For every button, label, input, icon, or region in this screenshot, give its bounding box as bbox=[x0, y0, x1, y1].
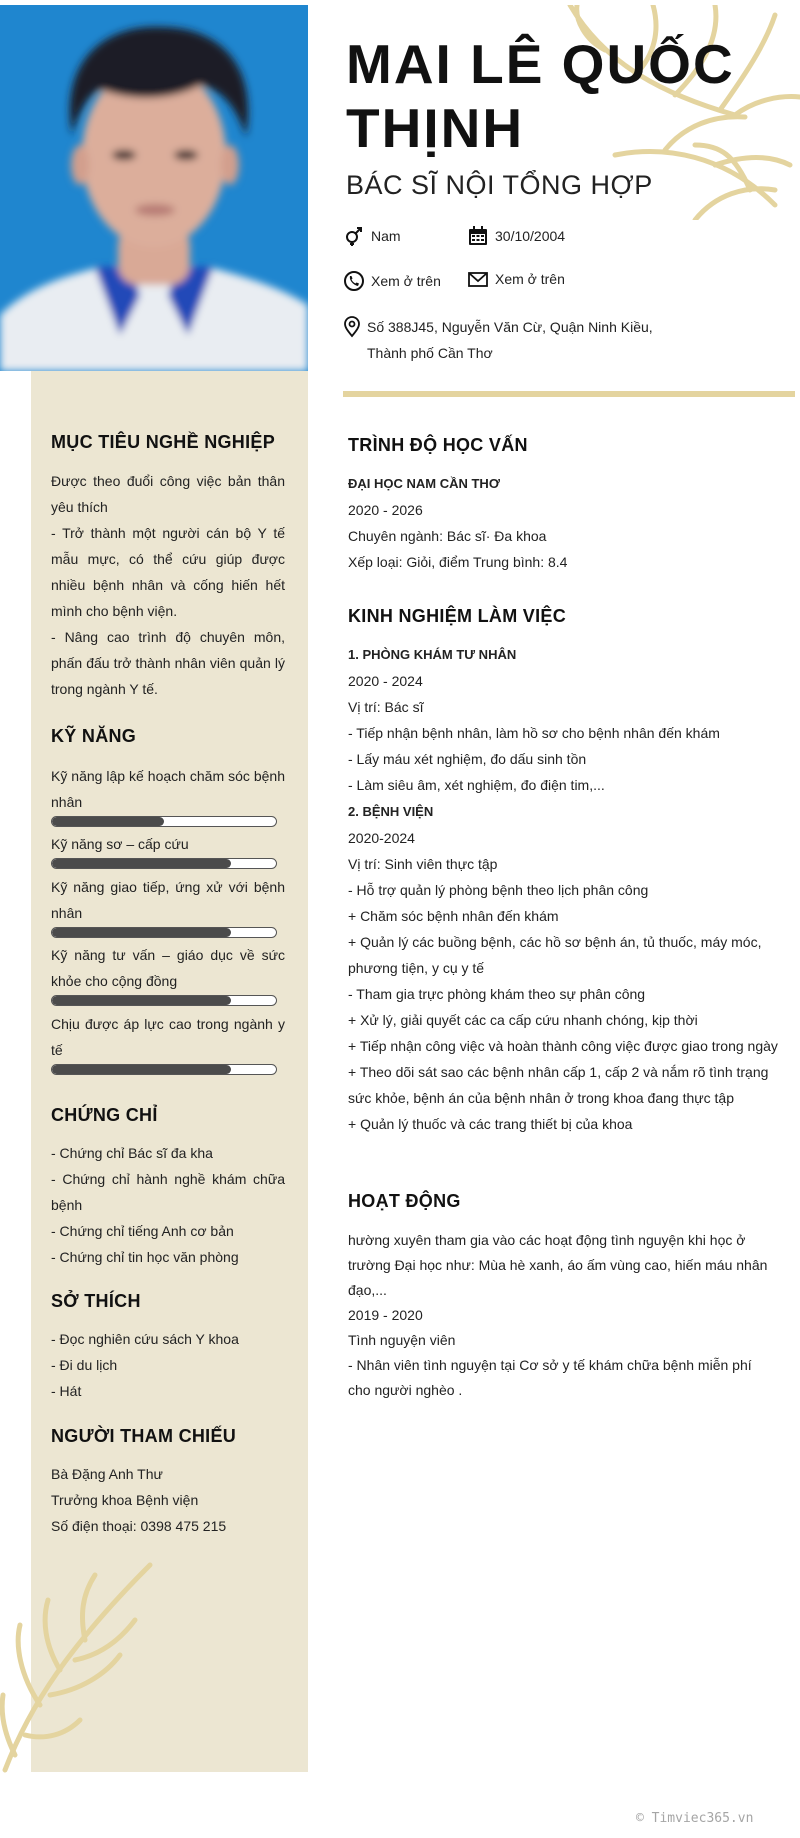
phone-icon bbox=[343, 270, 365, 292]
reference-line: Số điện thoại: 0398 475 215 bbox=[51, 1518, 227, 1534]
certificate-line: - Chứng chỉ tin học văn phòng bbox=[51, 1249, 239, 1265]
email-text[interactable]: Xem ở trên bbox=[495, 271, 565, 287]
hobby-line: - Hát bbox=[51, 1383, 82, 1399]
contact-phone bbox=[343, 268, 441, 294]
watermark: © Timviec365.vn bbox=[636, 1811, 754, 1826]
contact-address bbox=[343, 314, 693, 366]
job-line: Vị trí: Sinh viên thực tập bbox=[348, 856, 498, 872]
job-line: 2020 - 2024 bbox=[348, 673, 423, 689]
profile-photo bbox=[0, 5, 308, 371]
skill-label: Kỹ năng giao tiếp, ứng xử với bệnh nhân bbox=[51, 879, 285, 921]
job-line: Vị trí: Bác sĩ bbox=[348, 699, 424, 715]
reference-line: Bà Đặng Anh Thư bbox=[51, 1466, 163, 1482]
experience-title: KINH NGHIỆM LÀM VIỆC bbox=[348, 606, 567, 626]
experience-job-1 bbox=[348, 642, 778, 798]
skill-bar-fill bbox=[52, 859, 231, 868]
certificate-line: - Chứng chỉ Bác sĩ đa kha bbox=[51, 1145, 213, 1161]
skill-item bbox=[51, 874, 285, 938]
experience-job-2 bbox=[348, 799, 778, 1137]
skill-item bbox=[51, 831, 285, 869]
job-line: - Làm siêu âm, xét nghiệm, đo điện tim,... bbox=[348, 777, 605, 793]
skill-item bbox=[51, 763, 285, 827]
objective-line: - Trở thành một người cán bộ Y tế mẫu mực, có thể cứu giúp được nhiều bệnh nhân và cống hiến hết mình cho bệnh viện. bbox=[51, 525, 285, 619]
contact-birthday bbox=[467, 223, 565, 249]
education-line: 2020 - 2026 bbox=[348, 502, 423, 518]
calendar-icon bbox=[467, 225, 489, 247]
activities-text bbox=[348, 1228, 778, 1403]
certificate-line: - Chứng chỉ tiếng Anh cơ bản bbox=[51, 1223, 234, 1239]
job-line: - Hỗ trợ quản lý phòng bệnh theo lịch phân công bbox=[348, 882, 649, 898]
skills-title: KỸ NĂNG bbox=[51, 726, 137, 746]
certificate-line: - Chứng chỉ hành nghề khám chữa bệnh bbox=[51, 1171, 285, 1213]
hobbies-text bbox=[51, 1326, 285, 1404]
job-line: + Theo dõi sát sao các bệnh nhân cấp 1, cấp 2 và nắm rõ tình trạng sức khỏe, bệnh án của bệnh nhân ở trong khoa đang thực tập bbox=[348, 1064, 769, 1106]
references-text bbox=[51, 1461, 285, 1539]
contact-gender bbox=[343, 223, 401, 249]
skill-label: Chịu được áp lực cao trong ngành y tế bbox=[51, 1016, 285, 1058]
objective-title: MỤC TIÊU NGHỀ NGHIỆP bbox=[51, 432, 276, 452]
objective-line: Được theo đuổi công việc bản thân yêu thích bbox=[51, 473, 285, 515]
skill-label: Kỹ năng sơ – cấp cứu bbox=[51, 836, 189, 852]
skill-bar-fill bbox=[52, 817, 164, 826]
education-line: Xếp loại: Giỏi, điểm Trung bình: 8.4 bbox=[348, 554, 568, 570]
school-name: ĐẠI HỌC NAM CẦN THƠ bbox=[348, 476, 500, 491]
job-line: - Tiếp nhận bệnh nhân, làm hồ sơ cho bệnh nhân đến khám bbox=[348, 725, 720, 741]
certificates-text bbox=[51, 1140, 285, 1270]
objective-line: - Nâng cao trình độ chuyên môn, phấn đấu trở thành nhân viên quản lý trong ngành Y tế. bbox=[51, 629, 285, 697]
skill-item bbox=[51, 1011, 285, 1075]
job-name: 1. PHÒNG KHÁM TƯ NHÂN bbox=[348, 647, 517, 662]
gender-icon bbox=[343, 225, 365, 247]
job-name: 2. BỆNH VIỆN bbox=[348, 804, 434, 819]
skill-label: Kỹ năng tư vấn – giáo dục về sức khỏe cho cộng đồng bbox=[51, 947, 285, 989]
mail-icon bbox=[467, 268, 489, 290]
job-line: - Lấy máu xét nghiệm, đo dấu sinh tồn bbox=[348, 751, 587, 767]
activity-line: hường xuyên tham gia vào các hoạt động tình nguyện khi học ở trường Đại học như: Mùa hè xanh, áo ấm vùng cao, hiến máu nhân đạo,... bbox=[348, 1232, 768, 1298]
skill-bar-fill bbox=[52, 928, 231, 937]
hobbies-title: SỞ THÍCH bbox=[51, 1291, 141, 1311]
skill-bar bbox=[51, 995, 277, 1006]
job-line: + Tiếp nhận công việc và hoàn thành công việc được giao trong ngày bbox=[348, 1038, 778, 1054]
phone-text[interactable]: Xem ở trên bbox=[371, 273, 441, 289]
job-line: + Quản lý thuốc và các trang thiết bị của khoa bbox=[348, 1116, 633, 1132]
location-icon bbox=[343, 316, 361, 338]
hobby-line: - Đi du lịch bbox=[51, 1357, 118, 1373]
activity-line: Tình nguyện viên bbox=[348, 1332, 456, 1348]
job-line: + Xử lý, giải quyết các ca cấp cứu nhanh chóng, kịp thời bbox=[348, 1012, 698, 1028]
job-line: + Quản lý các buồng bệnh, các hồ sơ bệnh án, tủ thuốc, máy móc, phương tiện, y cụ y tế bbox=[348, 934, 762, 976]
candidate-name: MAI LÊ QUỐC THỊNH bbox=[346, 33, 735, 159]
job-line: 2020-2024 bbox=[348, 830, 415, 846]
skill-bar bbox=[51, 816, 277, 827]
skill-bar-fill bbox=[52, 1065, 231, 1074]
job-title: BÁC SĨ NỘI TỔNG HỢP bbox=[346, 170, 653, 200]
activities-title: HOẠT ĐỘNG bbox=[348, 1191, 461, 1211]
address-text: Số 388J45, Nguyễn Văn Cừ, Quận Ninh Kiều, Thành phố Cần Thơ bbox=[367, 319, 653, 361]
education-line: Chuyên ngành: Bác sĩ· Đa khoa bbox=[348, 528, 547, 544]
skill-bar-fill bbox=[52, 996, 231, 1005]
certificates-title: CHỨNG CHỈ bbox=[51, 1105, 158, 1125]
references-title: NGƯỜI THAM CHIẾU bbox=[51, 1426, 237, 1446]
job-line: - Tham gia trực phòng khám theo sự phân công bbox=[348, 986, 646, 1002]
education-text bbox=[348, 471, 778, 575]
skill-bar bbox=[51, 927, 277, 938]
birthday-text: 30/10/2004 bbox=[495, 228, 566, 244]
activity-line: 2019 - 2020 bbox=[348, 1307, 423, 1323]
gender-text: Nam bbox=[371, 228, 401, 244]
skill-label: Kỹ năng lập kế hoạch chăm sóc bệnh nhân bbox=[51, 768, 285, 810]
skill-bar bbox=[51, 1064, 277, 1075]
skill-item bbox=[51, 942, 285, 1006]
objective-text bbox=[51, 468, 285, 702]
education-title: TRÌNH ĐỘ HỌC VẤN bbox=[348, 435, 528, 455]
hobby-line: - Đọc nghiên cứu sách Y khoa bbox=[51, 1331, 239, 1347]
header-divider bbox=[343, 391, 795, 397]
job-line: + Chăm sóc bệnh nhân đến khám bbox=[348, 908, 559, 924]
leaf-decoration-bottom bbox=[0, 1555, 160, 1775]
skill-bar bbox=[51, 858, 277, 869]
activity-line: - Nhân viên tình nguyện tại Cơ sở y tế khám chữa bệnh miễn phí cho người nghèo . bbox=[348, 1357, 752, 1398]
contact-email bbox=[467, 266, 565, 292]
reference-line: Trưởng khoa Bệnh viện bbox=[51, 1492, 199, 1508]
